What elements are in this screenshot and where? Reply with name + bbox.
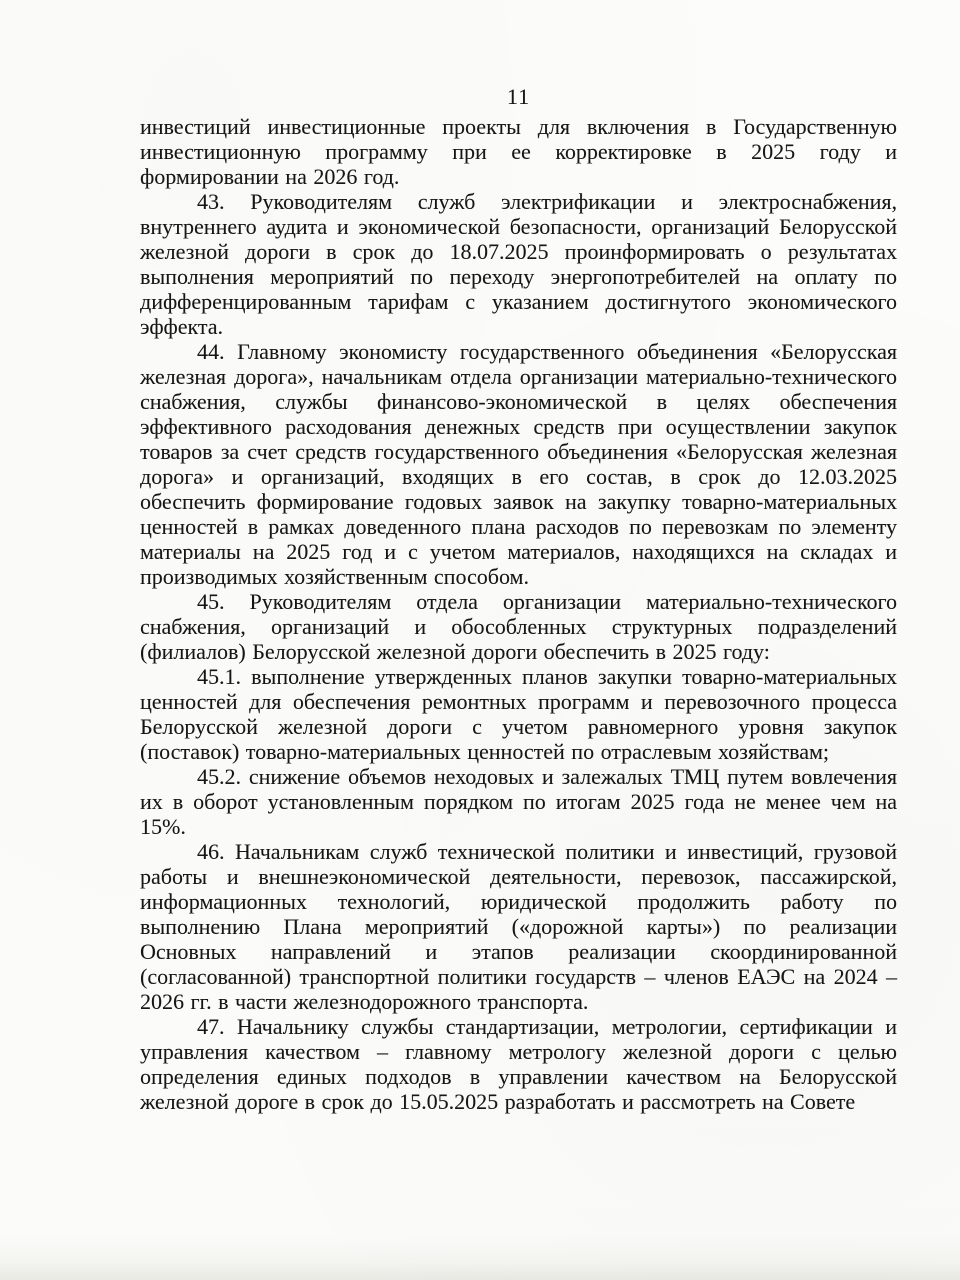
paragraph-item-45-1: 45.1. выполнение утвержденных планов закупки товарно-материальных ценностей для обеспечения ремонтных программ и перевозочного процесса Белорусской железной дороги с учетом равномерного уровня закупок (поставок) товарно-материальных ценностей по отраслевым хозяйствам; xyxy=(140,664,897,764)
scan-edge-artifact xyxy=(0,1273,960,1280)
paragraph-item-44: 44. Главному экономисту государственного объединения «Белорусская железная дорога», начальникам отдела организации материально-технического снабжения, службы финансово-экономической в целях обеспечения эффективного расходования денежных средств при осуществлении закупок товаров за счет средств государственного объединения «Белорусская железная дорога» и организаций, входящих в его состав, в срок до 12.03.2025 обеспечить формирование годовых заявок на закупку товарно-материальных ценностей в рамках доведенного плана расходов по перевозкам по элементу материалы на 2025 год и с учетом материалов, находящихся на складах и производимых хозяйственным способом. xyxy=(140,339,897,589)
page-number: 11 xyxy=(506,84,531,109)
paragraph-item-45: 45. Руководителям отдела организации материально-технического снабжения, организаций и обособленных структурных подразделений (филиалов) Белорусской железной дороги обеспечить в 2025 году: xyxy=(140,589,897,664)
paragraph-item-45-2: 45.2. снижение объемов неходовых и залежалых ТМЦ путем вовлечения их в оборот установленным порядком по итогам 2025 года не менее чем на 15%. xyxy=(140,764,897,839)
paragraph-item-46: 46. Начальникам служб технической политики и инвестиций, грузовой работы и внешнеэкономической деятельности, перевозок, пассажирской, информационных технологий, юридической продолжить работу по выполнению Плана мероприятий («дорожной карты») по реализации Основных направлений и этапов реализации скоординированной (согласованной) транспортной политики государств – членов ЕАЭС на 2024 – 2026 гг. в части железнодорожного транспорта. xyxy=(140,839,897,1014)
document-text xyxy=(140,114,897,1114)
paragraph-item-43: 43. Руководителям служб электрификации и электроснабжения, внутреннего аудита и экономической безопасности, организаций Белорусской железной дороги в срок до 18.07.2025 проинформировать о результатах выполнения мероприятий по переходу энергопотребителей на оплату по дифференцированным тарифам с указанием достигнутого экономического эффекта. xyxy=(140,189,897,339)
paragraph-continuation: инвестиций инвестиционные проекты для включения в Государственную инвестиционную программу при ее корректировке в 2025 году и формировании на 2026 год. xyxy=(140,114,897,189)
paragraph-item-47: 47. Начальнику службы стандартизации, метрологии, сертификации и управления качеством – главному метрологу железной дороги с целью определения единых подходов в управлении качеством на Белорусской железной дороге в срок до 15.05.2025 разработать и рассмотреть на Совете xyxy=(140,1014,897,1114)
